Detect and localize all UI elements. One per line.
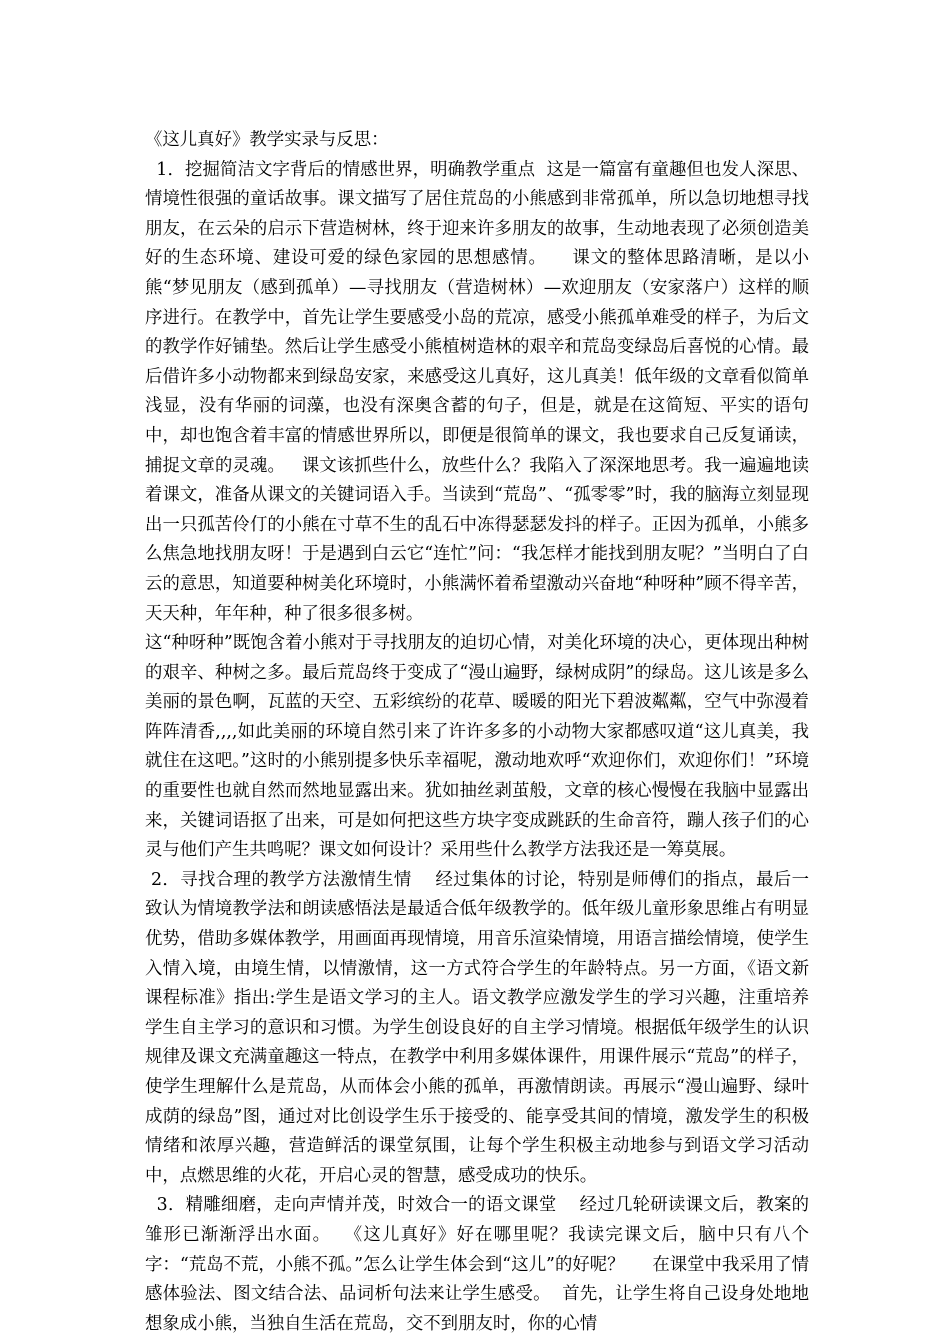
document-title: 《这儿真好》教学实录与反思： — [145, 130, 389, 150]
paragraph-4: 3．精雕细磨，走向声情并茂，时效合一的语文课堂 经过几轮研读课文后，教案的雏形已渐渐浮出水面。 《这儿真好》好在哪里呢？我读完课文后，脑中只有八个字：“荒岛不荒，小熊不孤。”怎么让学生体会到“这儿”的好呢？ 在课堂中我采用了情感体验法、图文结合法、品词析句法来让学生感受。 首先，让学生将自己设身处地地想象成小熊，当独自生活在荒岛，交不到朋友时，你的心情 — [145, 1195, 809, 1334]
paragraph-2: 这“种呀种”既饱含着小熊对于寻找朋友的迫切心情，对美化环境的决心，更体现出种树的艰辛、种树之多。最后荒岛终于变成了“漫山遍野，绿树成阴”的绿岛。这儿该是多么美丽的景色啊，瓦蓝的天空、五彩缤纷的花草、暖暖的阳光下碧波粼粼，空气中弥漫着阵阵清香,,,,如此美丽的环境自然引来了许许多多的小动物大家都感叹道“这儿真美，我就住在这吧。”这时的小熊别提多快乐幸福呢，激动地欢呼“欢迎你们，欢迎你们！”环境的重要性也就自然而然地显露出来。犹如抽丝剥茧般，文章的核心慢慢在我脑中显露出来，关键词语抠了出来，可是如何把这些方块字变成跳跃的生命音符，蹦人孩子们的心灵与他们产生共鸣呢？课文如何设计？采用些什么教学方法我还是一筹莫展。 — [145, 633, 809, 861]
paragraph-1: 1．挖掘简洁文字背后的情感世界，明确教学重点 这是一篇富有童趣但也发人深思、情境性很强的童话故事。课文描写了居住荒岛的小熊感到非常孤单，所以急切地想寻找朋友，在云朵的启示下营造树林，终于迎来许多朋友的故事，生动地表现了必须创造美好的生态环境、建设可爱的绿色家园的思想感情。 课文的整体思路清晰，是以小熊“梦见朋友（感到孤单）—寻找朋友（营造树林）—欢迎朋友（安家落户）这样的顺序进行。在教学中，首先让学生要感受小岛的荒凉，感受小熊孤单难受的样子，为后文的教学作好铺垫。然后让学生感受小熊植树造林的艰辛和荒岛变绿岛后喜悦的心情。最后借许多小动物都来到绿岛安家，来感受这儿真好，这儿真美！低年级的文章看似简单浅显，没有华丽的词藻，也没有深奥含蓄的句子，但是，就是在这简短、平实的语句中，却也饱含着丰富的情感世界所以，即便是很简单的课文，我也要求自己反复诵读，捕捉文章的灵魂。 课文该抓些什么，放些什么？我陷入了深深地思考。我一遍遍地读着课文，准备从课文的关键词语入手。当读到“荒岛”、“孤零零”时，我的脑海立刻显现出一只孤苦伶仃的小熊在寸草不生的乱石中冻得瑟瑟发抖的样子。正因为孤单，小熊多么焦急地找朋友呀！于是遇到白云它“连忙”问：“我怎样才能找到朋友呢？”当明白了白云的意思，知道要种树美化环境时，小熊满怀着希望激动兴奋地“种呀种”顾不得辛苦，天天种，年年种，种了很多很多树。 — [145, 159, 809, 624]
paragraph-3: 2．寻找合理的教学方法激情生情 经过集体的讨论，特别是师傅们的指点，最后一致认为情境教学法和朗读感悟法是最适合低年级教学的。低年级儿童形象思维占有明显优势，借助多媒体教学，用画面再现情境，用音乐渲染情境，用语言描绘情境，使学生入情入境，由境生情，以情激情，这一方式符合学生的年龄特点。另一方面，《语文新课程标准》指出:学生是语文学习的主人。语文教学应激发学生的学习兴趣，注重培养学生自主学习的意识和习惯。为学生创设良好的自主学习情境。根据低年级学生的认识规律及课文充满童趣这一特点，在教学中利用多媒体课件，用课件展示“荒岛”的样子，使学生理解什么是荒岛，从而体会小熊的孤单，再激情朗读。再展示“漫山遍野、绿叶成荫的绿岛”图，通过对比创设学生乐于接受的、能享受其间的情境，激发学生的积极情绪和浓厚兴趣，营造鲜活的课堂氛围，让每个学生积极主动地参与到语文学习活动中，点燃思维的火花，开启心灵的智慧，感受成功的快乐。 — [145, 869, 809, 1186]
document-body — [145, 126, 809, 1339]
